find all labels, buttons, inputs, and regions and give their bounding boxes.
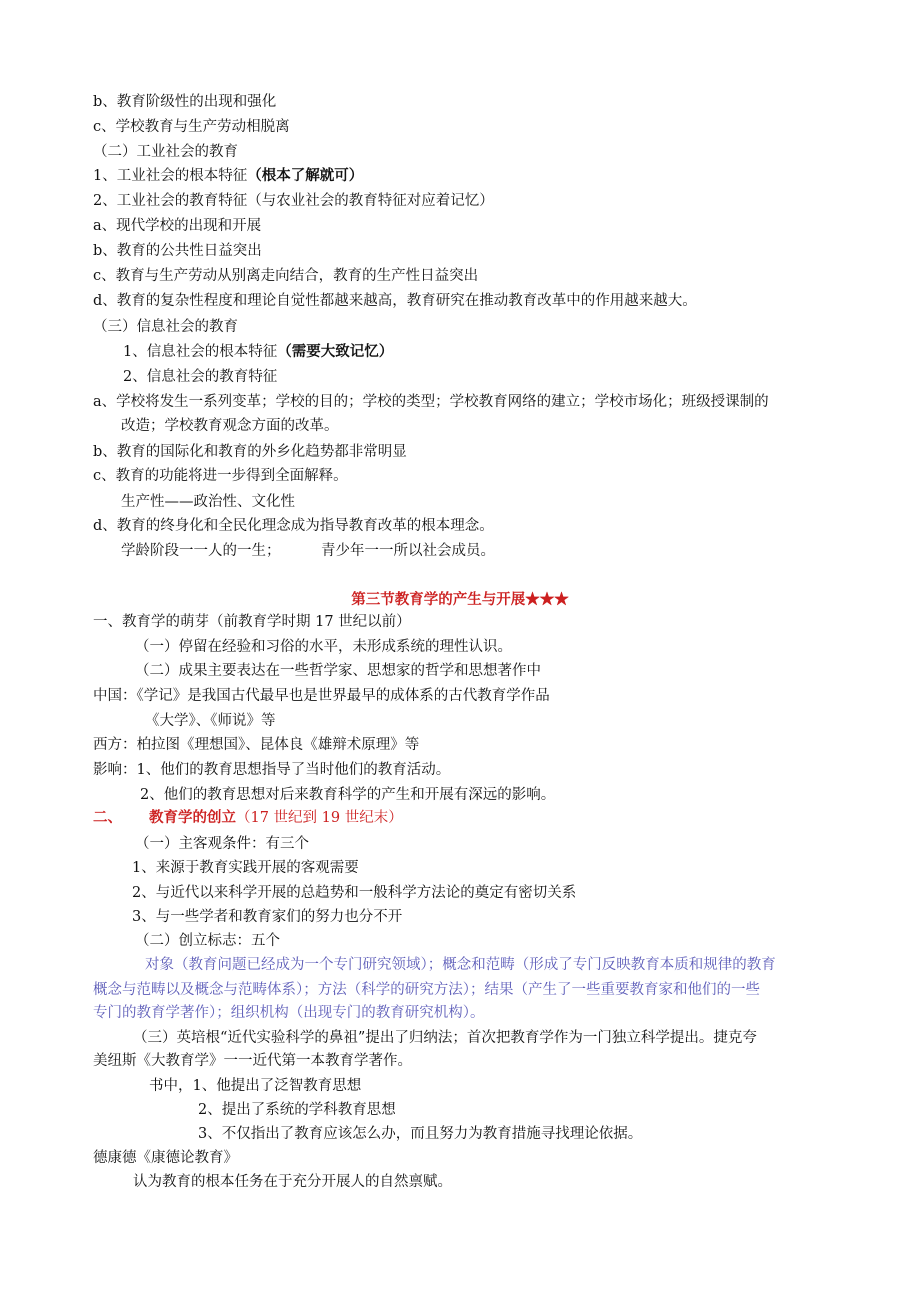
text-line: 《大学》、《师说》等: [145, 713, 276, 729]
text-line: 2、与近代以来科学开展的总趋势和一般科学方法论的奠定有密切关系: [132, 885, 577, 901]
text-line: 3、不仅指出了教育应该怎么办，而且努力为教育措施寻找理论依据。: [198, 1126, 643, 1142]
text-line: 学龄阶段一一人的一生；: [121, 543, 281, 559]
text-line: 2、提出了系统的学科教育思想: [198, 1102, 396, 1118]
text-line: （一）主客观条件：有三个: [135, 836, 309, 852]
text-line: 3、与一些学者和教育家们的努力也分不开: [132, 909, 403, 925]
text-line: b、教育阶级性的出现和强化: [93, 94, 277, 110]
text-line: [93, 166, 363, 186]
text-line: （二）成果主要表达在一些哲学家、思想家的哲学和思想著作中: [135, 663, 541, 679]
heading-period: （17 世纪到 19 世纪末）: [236, 810, 403, 826]
text-line: [123, 342, 393, 362]
text-fragment: 1、工业社会的根本特征: [93, 168, 248, 184]
text-line: （三）英培根“近代实验科学的鼻祖”提出了归纳法；首次把教育学作为一门独立科学提出。捷克夸: [133, 1030, 757, 1046]
text-line: 德康德《康德论教育》: [93, 1150, 238, 1166]
emphasis-note: （根本了解就可）: [247, 167, 364, 184]
heading-number: 二、: [93, 809, 122, 826]
text-line: d、教育的终身化和全民化理念成为指导教育改革的根本理念。: [93, 518, 494, 534]
section-heading: [93, 808, 403, 828]
text-line: （一）停留在经验和习俗的水平，未形成系统的理性认识。: [135, 639, 512, 655]
text-line: b、教育的公共性日益突出: [93, 243, 262, 259]
text-line: 美纽斯《大教育学》一一近代第一本教育学著作。: [93, 1053, 412, 1069]
text-line: 改造；学校教育观念方面的改革。: [121, 418, 339, 434]
text-line: 2、他们的教育思想对后来教育科学的产生和开展有深远的影响。: [140, 787, 556, 803]
text-line: d、教育的复杂性程度和理论自觉性都越来越高，教育研究在推动教育改革中的作用越来越大。: [93, 293, 697, 309]
text-line: b、教育的国际化和教育的外乡化趋势都非常明显: [93, 444, 407, 460]
text-line: 生产性——政治性、文化性: [121, 494, 295, 510]
highlight-line: 概念与范畴以及概念与范畴体系）；方法（科学的研究方法）；结果（产生了一些重要教育家和他们的一些: [93, 982, 760, 998]
section-heading: 一、教育学的萌芽（前教育学时期 17 世纪以前）: [93, 614, 411, 630]
text-line: c、学校教育与生产劳动相脱离: [93, 119, 290, 135]
text-line: 影响：1、他们的教育思想指导了当时他们的教育活动。: [93, 762, 451, 778]
section-title: 第三节教育学的产生与开展★★★: [351, 591, 569, 608]
text-line: 中国：《学记》是我国古代最早也是世界最早的成体系的古代教育学作品: [93, 688, 550, 704]
text-line: 西方：柏拉图《理想国》、昆体良《雄辩术原理》等: [93, 737, 420, 753]
text-line: c、教育与生产劳动从别离走向结合，教育的生产性日益突出: [93, 268, 479, 284]
text-line: 1、来源于教育实践开展的客观需要: [132, 860, 359, 876]
highlight-line: 专门的教育学著作）；组织机构（出现专门的教育研究机构）。: [93, 1005, 485, 1021]
emphasis-note: （需要大致记忆）: [277, 343, 394, 360]
text-line: 认为教育的根本任务在于充分开展人的自然禀赋。: [133, 1174, 452, 1190]
text-line: a、现代学校的出现和开展: [93, 218, 262, 234]
text-line: c、教育的功能将进一步得到全面解释。: [93, 468, 348, 484]
highlight-line: 对象（教育问题已经成为一个专门研究领域）；概念和范畴（形成了专门反映教育本质和规律的教育: [145, 957, 776, 973]
text-fragment: 1、信息社会的根本特征: [123, 344, 278, 360]
section-heading: （二）工业社会的教育: [93, 144, 238, 160]
text-line: 青少年一一所以社会成员。: [321, 543, 495, 559]
text-line: 书中，1、他提出了泛智教育思想: [149, 1078, 362, 1094]
section-heading: （三）信息社会的教育: [93, 319, 238, 335]
text-line: a、学校将发生一系列变革；学校的目的；学校的类型；学校教育网络的建立；学校市场化；班级授课制的: [93, 394, 769, 410]
text-line: （二）创立标志：五个: [135, 933, 280, 949]
text-line: 2、信息社会的教育特征: [123, 369, 278, 385]
text-line: 2、工业社会的教育特征（与农业社会的教育特征对应着记忆）: [93, 193, 494, 209]
heading-text: 教育学的创立: [149, 809, 236, 826]
